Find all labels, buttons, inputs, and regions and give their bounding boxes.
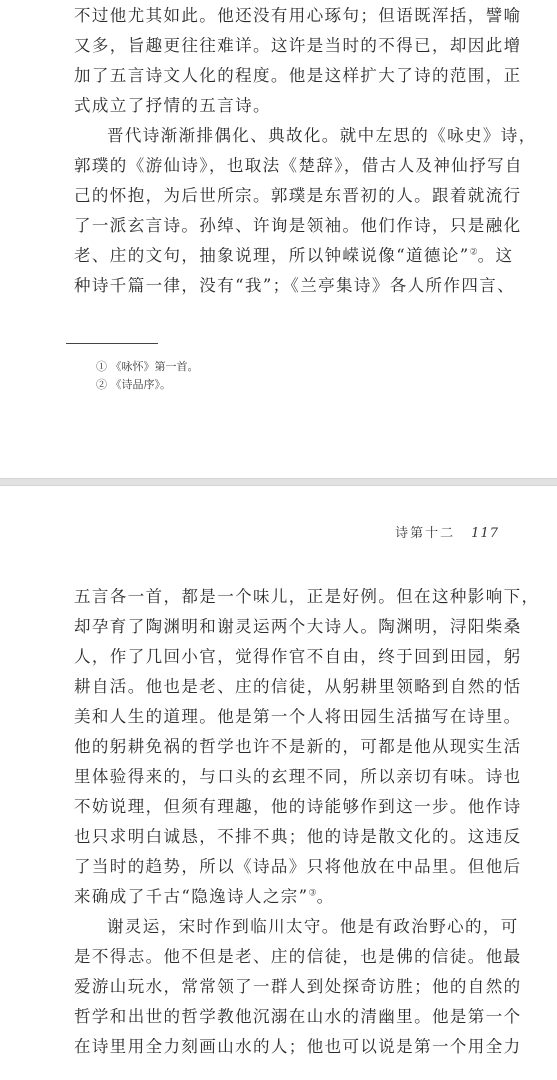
text-line: 式成立了抒情的五言诗。	[74, 96, 271, 115]
page-number: 117	[471, 526, 499, 541]
text-line: 也只求明白诚恳，不排不典；他的诗是散文化的。这违反	[74, 827, 522, 846]
footnotes	[96, 358, 199, 394]
upper-body-text	[74, 1, 537, 301]
text-line: 美和人生的道理。他是第一个人将田园生活描写在诗里。	[74, 707, 522, 726]
text-line: 种诗千篇一律，没有“我”；《兰亭集诗》各人所作四言、	[74, 276, 516, 295]
chapter-title: 诗第十二	[395, 526, 456, 541]
text-line: 在诗里用全力刻画山水的人；他也可以说是第一个用全力	[74, 1037, 522, 1056]
page-separator	[0, 478, 557, 486]
line-text-tail: 。	[316, 887, 335, 906]
footnote-reference: ③	[308, 888, 317, 899]
footnote-divider	[66, 343, 158, 344]
text-line: 耕自活。他也是老、庄的信徒，从躬耕里领略到自然的恬	[74, 677, 522, 696]
text-line: 爱游山玩水，常常领了一群人到处探奇访胜；他的自然的	[74, 977, 522, 996]
footnote: ② 《诗品序》。	[96, 378, 171, 391]
paragraph-first-line: 晋代诗渐渐排偶化、典故化。就中左思的《咏史》诗，	[107, 126, 537, 145]
line-text: 来确成了千古“隐逸诗人之宗”	[74, 887, 309, 906]
lower-body-text	[74, 582, 540, 1062]
text-line: 不过他尤其如此。他还没有用心琢句；但语既浑括，譬喻	[74, 6, 522, 25]
text-line: 哲学和出世的哲学教他沉溺在山水的清幽里。他是第一个	[74, 1007, 522, 1026]
line-text: 老、庄的文句，抽象说理，所以钟嵘说像“道德论”	[74, 246, 470, 265]
text-line: 里体验得来的，与口头的玄理不同，所以亲切有味。诗也	[74, 767, 522, 786]
text-line: 了一派玄言诗。孙绰、许询是领袖。他们作诗，只是融化	[74, 216, 522, 235]
text-line: 郭璞的《游仙诗》，也取法《楚辞》，借古人及神仙抒写自	[74, 156, 523, 175]
text-line: 加了五言诗文人化的程度。他是这样扩大了诗的范围，正	[74, 66, 522, 85]
lower-page	[0, 486, 557, 1080]
text-line: 又多，旨趣更往往难详。这许是当时的不得已，却因此增	[74, 36, 522, 55]
text-line: 他的躬耕免祸的哲学也许不是新的，可都是他从现实生活	[74, 737, 522, 756]
footnote-reference: ②	[469, 247, 478, 258]
line-text-tail: 。这	[477, 246, 514, 265]
text-line: 了当时的趋势，所以《诗品》只将他放在中品里。但他后	[74, 857, 522, 876]
text-line-with-note	[74, 882, 494, 912]
text-line: 己的怀抱，为后世所宗。郭璞是东晋初的人。跟着就流行	[74, 186, 522, 205]
text-line: 不妨说理，但须有理趣，他的诗能够作到这一步。他作诗	[74, 797, 522, 816]
paragraph-first-line: 谢灵运，宋时作到临川太守。他是有政治野心的，可	[107, 917, 519, 936]
text-line-with-note	[74, 241, 514, 271]
text-line: 人，作了几回小官，觉得作官不自由，终于回到田园，躬	[74, 647, 522, 666]
text-line: 却孕育了陶渊明和谢灵运两个大诗人。陶渊明，浔阳柴桑	[74, 617, 522, 636]
text-line: 五言各一首，都是一个味儿，正是好例。但在这种影响下，	[74, 587, 540, 606]
footnote: ① 《咏怀》第一首。	[96, 360, 199, 373]
running-head	[395, 522, 499, 541]
upper-page	[0, 0, 557, 478]
text-line: 是不得志。他不但是老、庄的信徒，也是佛的信徒。他最	[74, 947, 522, 966]
